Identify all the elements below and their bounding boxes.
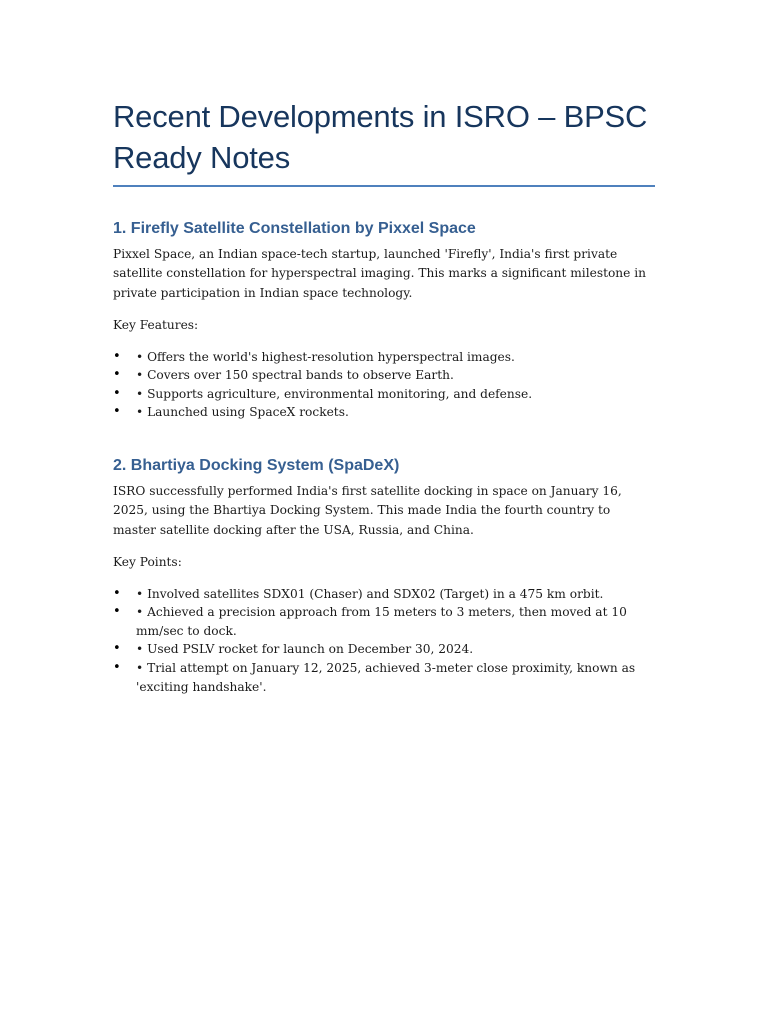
document-page [113, 96, 655, 696]
list-item-text: • Supports agriculture, environmental monitoring, and defense. [136, 386, 533, 401]
list-item-text: • Involved satellites SDX01 (Chaser) and SDX02 (Target) in a 475 km orbit. [136, 586, 604, 601]
bullet-dot-icon: • [113, 585, 121, 601]
section-paragraph: Pixxel Space, an Indian space-tech startup, launched 'Firefly', India's first private satellite constellation for hyperspectral imaging. This marks a significant milestone in private participation in Indian space technology. [113, 247, 646, 300]
list-item [113, 348, 655, 367]
list-item [113, 659, 655, 696]
list-item-text: • Launched using SpaceX rockets. [136, 405, 349, 420]
list-item-text: • Covers over 150 spectral bands to observe Earth. [136, 368, 454, 383]
document-title: Recent Developments in ISRO – BPSC Ready Notes [113, 96, 655, 187]
list-label: Key Features: [113, 318, 199, 333]
list-item [113, 403, 655, 422]
list-item-text: • Achieved a precision approach from 15 meters to 3 meters, then moved at 10 mm/sec to dock. [136, 605, 627, 638]
bullet-dot-icon: • [113, 385, 121, 401]
list-item [113, 603, 655, 640]
list-item-text: • Offers the world's highest-resolution hyperspectral images. [136, 349, 515, 364]
list-item-text: • Trial attempt on January 12, 2025, achieved 3-meter close proximity, known as 'exciting handshake'. [136, 661, 636, 694]
section-heading: 1. Firefly Satellite Constellation by Pixxel Space [113, 220, 476, 237]
section-paragraph: ISRO successfully performed India's first satellite docking in space on January 16, 2025, using the Bhartiya Docking System. This made India the fourth country to master satellite docking after the USA, Russia, and China. [113, 484, 622, 537]
bullet-dot-icon: • [113, 604, 121, 620]
bullet-list [113, 585, 655, 697]
list-item [113, 585, 655, 604]
list-item [113, 640, 655, 659]
section-spadex [113, 456, 655, 696]
bullet-dot-icon: • [113, 367, 121, 383]
bullet-dot-icon: • [113, 348, 121, 364]
bullet-dot-icon: • [113, 404, 121, 420]
bullet-dot-icon: • [113, 660, 121, 675]
bullet-list [113, 348, 655, 422]
list-label: Key Points: [113, 555, 182, 570]
section-heading: 2. Bhartiya Docking System (SpaDeX) [113, 457, 400, 474]
list-item [113, 366, 655, 385]
list-item-text: • Used PSLV rocket for launch on December 30, 2024. [136, 642, 474, 657]
section-firefly [113, 219, 655, 422]
bullet-dot-icon: • [113, 641, 121, 657]
list-item [113, 385, 655, 404]
